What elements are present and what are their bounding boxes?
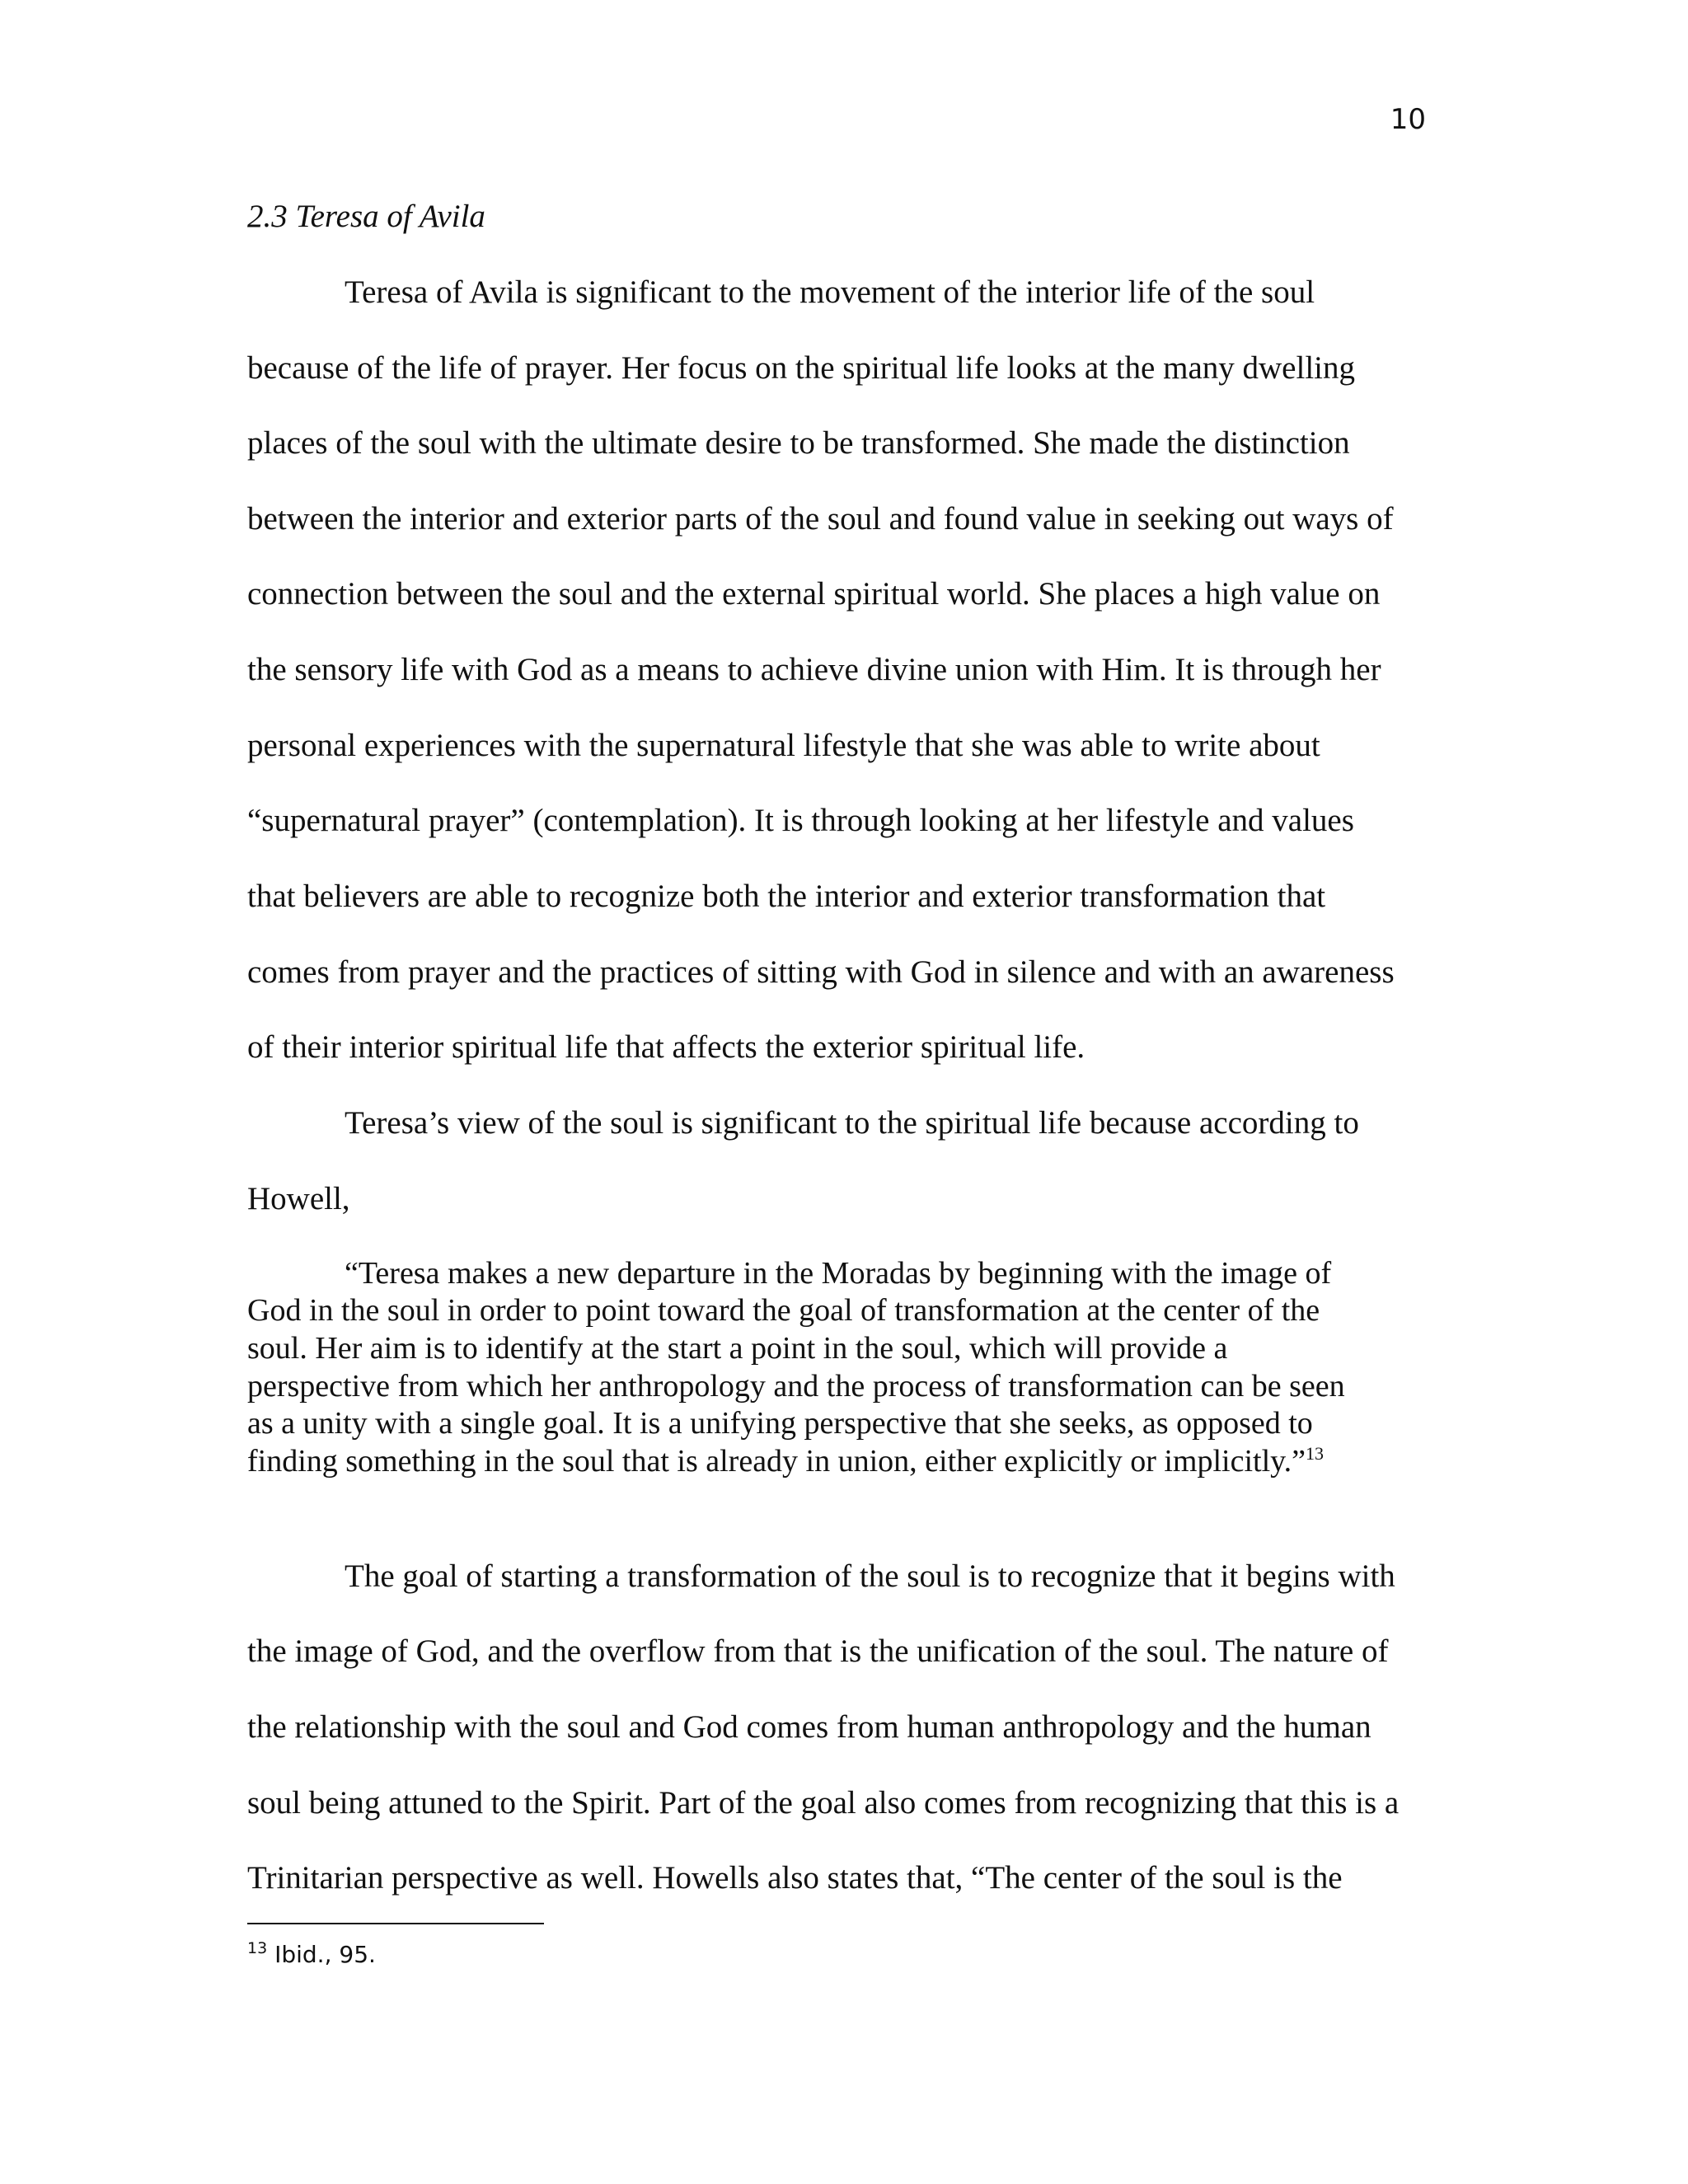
quote-line-text: finding something in the soul that is already in union, either explicitly or implicitly.” bbox=[247, 1444, 1306, 1479]
quote-line: perspective from which her anthropology and the process of transformation can be seen bbox=[247, 1369, 1345, 1404]
text-line: because of the life of prayer. Her focus on the spiritual life looks at the many dwelling bbox=[247, 350, 1355, 386]
text-line: Howell, bbox=[247, 1181, 350, 1216]
text-line: places of the soul with the ultimate desire to be transformed. She made the distinction bbox=[247, 425, 1350, 461]
text-line: The goal of starting a transformation of the soul is to recognize that it begins with bbox=[345, 1558, 1395, 1594]
quote-line: “Teresa makes a new departure in the Moradas by beginning with the image of bbox=[345, 1256, 1332, 1291]
text-line: the sensory life with God as a means to achieve divine union with Him. It is through her bbox=[247, 652, 1381, 687]
quote-line-last bbox=[247, 1442, 1324, 1480]
text-line: Teresa of Avila is significant to the movement of the interior life of the soul bbox=[345, 274, 1315, 310]
text-line: connection between the soul and the external spiritual world. She places a high value on bbox=[247, 576, 1381, 612]
text-line: that believers are able to recognize both the interior and exterior transformation that bbox=[247, 879, 1326, 914]
footnote-number: 13 bbox=[247, 1939, 268, 1957]
footnote bbox=[247, 1938, 376, 1971]
text-line: comes from prayer and the practices of sitting with God in silence and with an awareness bbox=[247, 954, 1395, 990]
text-line: between the interior and exterior parts of the soul and found value in seeking out ways of bbox=[247, 501, 1394, 537]
text-line: personal experiences with the supernatural lifestyle that she was able to write about bbox=[247, 728, 1320, 763]
section-heading: 2.3 Teresa of Avila bbox=[247, 199, 485, 234]
quote-line: soul. Her aim is to identify at the start a point in the soul, which will provide a bbox=[247, 1331, 1228, 1366]
footnote-divider bbox=[247, 1923, 544, 1924]
text-line: Trinitarian perspective as well. Howells also states that, “The center of the soul is the bbox=[247, 1860, 1343, 1896]
text-line: of their interior spiritual life that affects the exterior spiritual life. bbox=[247, 1029, 1085, 1065]
text-line: “supernatural prayer” (contemplation). It is through looking at her lifestyle and values bbox=[247, 803, 1354, 838]
text-line: the image of God, and the overflow from that is the unification of the soul. The nature of bbox=[247, 1633, 1389, 1669]
footnote-text: Ibid., 95. bbox=[274, 1941, 376, 1968]
page-number: 10 bbox=[1390, 103, 1426, 136]
quote-line: as a unity with a single goal. It is a unifying perspective that she seeks, as opposed to bbox=[247, 1406, 1313, 1441]
footnote-reference[interactable]: 13 bbox=[1306, 1443, 1325, 1464]
text-line: the relationship with the soul and God comes from human anthropology and the human bbox=[247, 1709, 1372, 1745]
quote-line: God in the soul in order to point toward the goal of transformation at the center of the bbox=[247, 1293, 1320, 1328]
text-line: soul being attuned to the Spirit. Part of the goal also comes from recognizing that this is a bbox=[247, 1785, 1400, 1821]
text-line: Teresa’s view of the soul is significant to the spiritual life because according to bbox=[345, 1105, 1359, 1141]
